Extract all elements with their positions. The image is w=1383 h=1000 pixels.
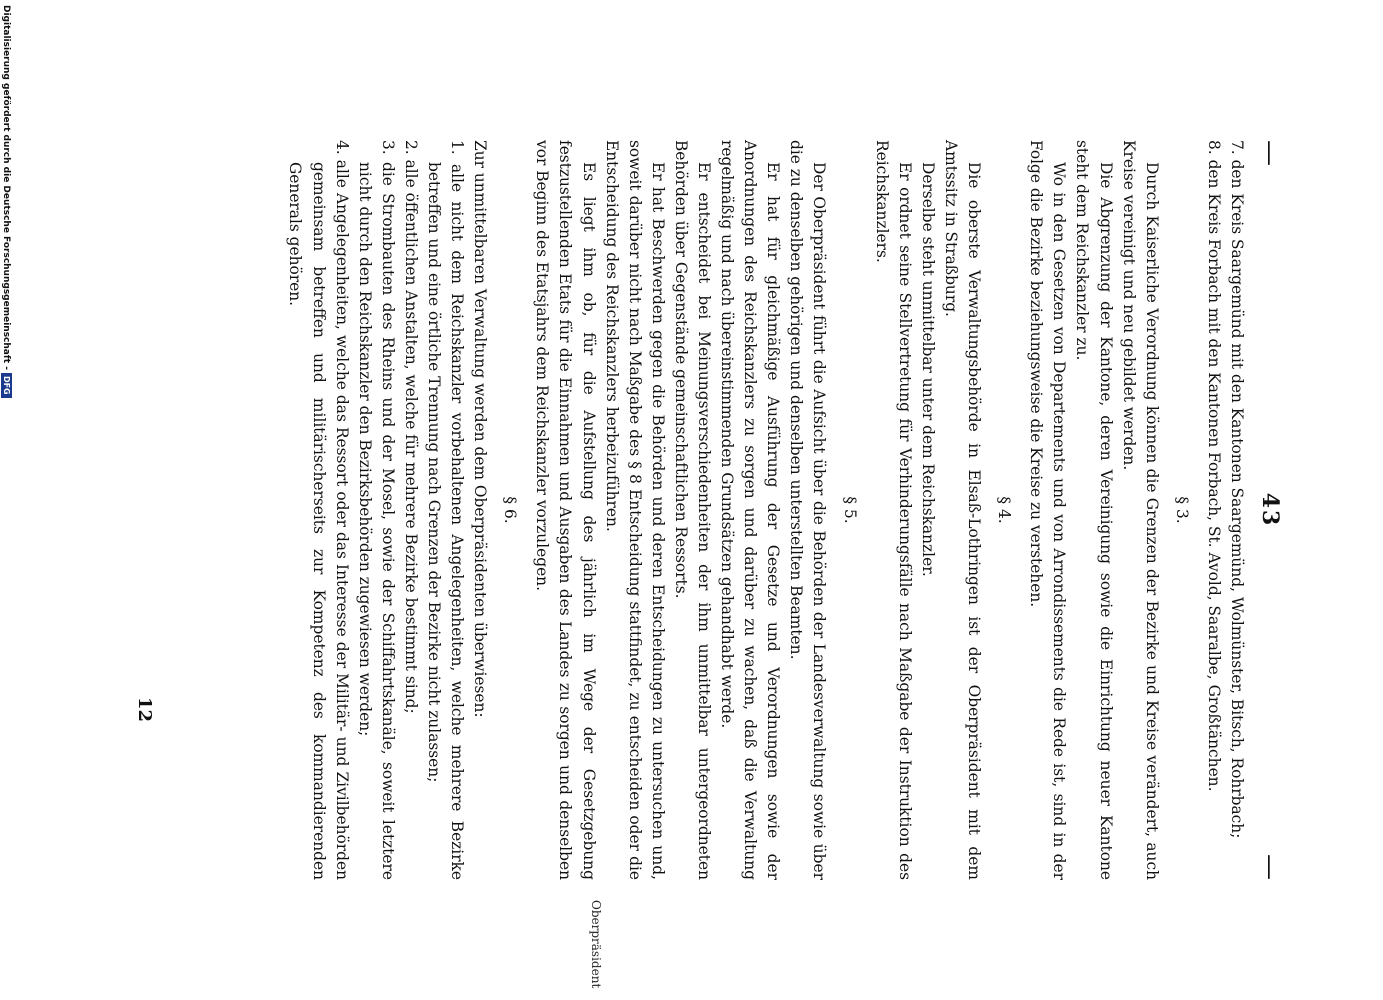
section-5-para-3: Er entscheidet bei Meinungsverschiedenheiten der ihm unmittelbar untergeordneten Behörden über Gegenstände gemeinschaftlichen Ressorts. (671, 140, 714, 880)
section-4-para-2: Derselbe steht unmittelbar unter dem Reichskanzler. (918, 162, 937, 577)
dfg-logo: DFG (1, 373, 12, 398)
credit-text: Digitalisierung gefördert durch die Deutsche Forschungsgemeinschaft - (1, 5, 12, 370)
section-4-para-1: Die oberste Verwaltungsbehörde in Elsaß-Lothringen ist der Oberpräsident mit dem Amtssitz in Straßburg. (941, 140, 984, 880)
body-text (283, 140, 1248, 880)
section-3-para-3: Wo in den Gesetzen von Departements und von Arrondissements die Rede ist, sind in der Folge die Bezirke beziehungsweise die Kreise zu verstehen. (1027, 140, 1069, 880)
section-5-title: § 5. (840, 496, 859, 524)
section-6-item-2: 2. alle öffentlichen Anstalten, welche für mehrere Bezirke bestimmt sind; (401, 140, 420, 714)
section-5-para-4: Er hat Beschwerden gegen die Behörden und deren Entscheidungen zu untersuchen und, soweit darüber nicht nach Maßgabe des § 8 Entscheidung stattfindet, zu entscheiden oder die Entscheidung des Reichskanzlers herbeizuführen. (602, 140, 667, 880)
sheet-number: 12 (134, 697, 155, 723)
section-6-title: § 6. (501, 496, 520, 524)
page-number: 43 (1257, 492, 1283, 528)
list-item-8: 8. den Kreis Forbach mit den Kantonen Forbach, St. Avold, Saaralbe, Großtänchen. (1204, 140, 1223, 792)
margin-note: Oberpräsident (589, 900, 603, 989)
section-4-para-3: Er ordnet seine Stellvertretung für Verhinderungsfälle nach Maßgabe der Instruktion des Reichskanzlers. (872, 140, 914, 880)
list-item-7: 7. den Kreis Saargemünd mit den Kantonen Saargemünd, Wolmünster, Bitsch, Rohrbach; (1228, 140, 1246, 839)
section-3-para-2: Die Abgrenzung der Kantone, deren Vereinigung sowie die Einrichtung neuer Kantone steht dem Reichskanzler zu. (1073, 140, 1115, 880)
section-5-para-5: Es liegt ihm ob, für die Aufstellung des jährlich im Wege der Gesetzgebung festzustellenden Etats für die Einnahmen und Ausgaben des Landes zu sorgen und denselben vor Beginn des Etatsjahrs dem Reichskanzler vorzulegen. (533, 140, 598, 880)
section-6-intro: Zur unmittelbaren Verwaltung werden dem Oberpräsidenten überwiesen: (471, 140, 490, 718)
page-header (1255, 140, 1285, 880)
section-3-para-1: Durch Kaiserliche Verordnung können die Grenzen der Bezirke und Kreise verändert, auch Kreise vereinigt und neu gebildet werden. (1119, 140, 1161, 880)
header-dash-left: — (1255, 140, 1285, 166)
section-6-item-3: 3. die Strombauten des Rheins und der Mosel, sowie der Schiffahrtskanäle, soweit letztere nicht durch den Reichskanzler den Bezirksbehörden zugewiesen werden; (355, 140, 397, 880)
section-5-para-1: Der Oberpräsident führt die Aufsicht über die Behörden der Landesverwaltung sowie über die zu denselben gehörigen und denselben unterstellten Beamten. (787, 140, 829, 880)
digitization-credit (1, 5, 12, 398)
section-4-title: § 4. (995, 496, 1014, 524)
section-5-para-2: Er hat für gleichmäßige Ausführung der Gesetze und Verordnungen sowie der Anordnungen des Reichskanzlers zu sorgen und darüber zu wachen, daß die Verwaltung regelmäßig und nach übereinstimmenden Grundsätzen gehandhabt werde. (718, 140, 783, 880)
section-3-title: § 3. (1172, 496, 1191, 524)
section-6-item-1: 1. alle nicht dem Reichskanzler vorbehaltenen Angelegenheiten, welche mehrere Bezirke betreffen und eine örtliche Trennung nach Grenzen der Bezirke nicht zulassen; (425, 140, 467, 880)
section-6-item-4: 4. alle Angelegenheiten, welche das Ressort oder das Interesse der Militär- und Zivilbehörden gemeinsam betreffen und militärischerseits zur Kompetenz des kommandierenden Generals gehören. (286, 140, 351, 880)
header-dash-right: — (1255, 854, 1285, 880)
